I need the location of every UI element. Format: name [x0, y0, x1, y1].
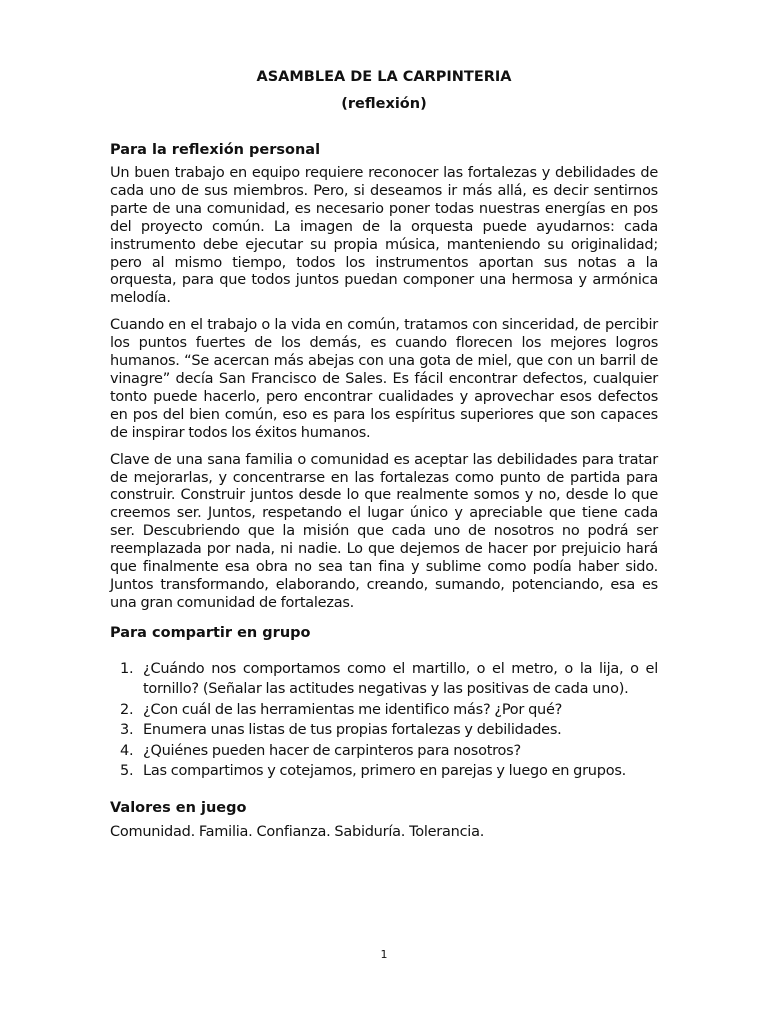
- heading-personal-reflection: Para la reflexión personal: [110, 142, 321, 158]
- paragraph-1: Un buen trabajo en equipo requiere reconocer las fortalezas y debilidades de cada uno de sus miembros. Pero, si deseamos ir más allá, es decir sentirnos parte de una comunidad, es necesario poner todas nuestras energías en pos del proyecto común. La imagen de la orquesta puede ayudarnos: cada instrumento debe ejecutar su propia música, manteniendo su originalidad; pero al mismo tiempo, todos los instrumentos aportan sus notas a la orquesta, para que todos juntos puedan componer una hermosa y armónica melodía.: [110, 165, 658, 307]
- page-number: 1: [380, 948, 388, 961]
- heading-values: Valores en juego: [110, 799, 247, 816]
- paragraph-2: Cuando en el trabajo o la vida en común, tratamos con sinceridad, de percibir los puntos fuertes de los demás, es cuando florecen los mejores logros humanos. “Se acercan más abejas con una gota de miel, que con un barril de vinagre” decía San Francisco de Sales. Es fácil encontrar defectos, cualquier tonto puede hacerlo, pero encontrar cualidades y aprovechar esos defectos en pos del bien común, eso es para los espíritus superiores que son capaces de inspirar todos los éxitos humanos.: [110, 317, 658, 441]
- list-number: 5.: [120, 763, 134, 780]
- list-item-text: Las compartimos y cotejamos, primero en parejas y luego en grupos.: [143, 763, 626, 780]
- list-item-text: ¿Quiénes pueden hacer de carpinteros para nosotros?: [143, 742, 521, 759]
- list-number: 1.: [120, 660, 134, 677]
- list-item-text: Enumera unas listas de tus propias fortalezas y debilidades.: [143, 722, 562, 739]
- list-item: [110, 700, 658, 721]
- list-number: 4.: [120, 742, 134, 759]
- question-list: [110, 659, 658, 782]
- list-number: 2.: [120, 701, 134, 718]
- list-item: [110, 741, 658, 762]
- heading-group-sharing: Para compartir en grupo: [110, 624, 311, 641]
- values-text: Comunidad. Familia. Confianza. Sabiduría. Tolerancia.: [110, 823, 485, 840]
- document-title: ASAMBLEA DE LA CARPINTERIA: [256, 69, 512, 85]
- list-item-text: ¿Con cuál de las herramientas me identifico más? ¿Por qué?: [143, 701, 563, 718]
- document-subtitle: (reflexión): [341, 96, 427, 112]
- list-number: 3.: [120, 722, 134, 739]
- document-page: [110, 66, 658, 842]
- list-item: [110, 761, 658, 782]
- list-item: [110, 659, 658, 700]
- paragraph-3: Clave de una sana familia o comunidad es aceptar las debilidades para tratar de mejorarlas, y concentrarse en las fortalezas como punto de partida para construir. Construir juntos desde lo que realmente somos y no, desde lo que creemos ser. Juntos, respetando el lugar único y apreciable que tiene cada ser. Descubriendo que la misión que cada uno de nosotros no podrá ser reemplazada por nada, ni nadie. Lo que dejemos de hacer por prejuicio hará que finalmente esa obra no sea tan fina y sublime como podía haber sido. Juntos transformando, elaborando, creando, sumando, potenciando, esa es una gran comunidad de fortalezas.: [110, 451, 658, 611]
- list-item: [110, 720, 658, 741]
- list-item-text: ¿Cuándo nos comportamos como el martillo, o el metro, o la lija, o el tornillo? (Señalar las actitudes negativas y las positivas de cada uno).: [143, 660, 658, 698]
